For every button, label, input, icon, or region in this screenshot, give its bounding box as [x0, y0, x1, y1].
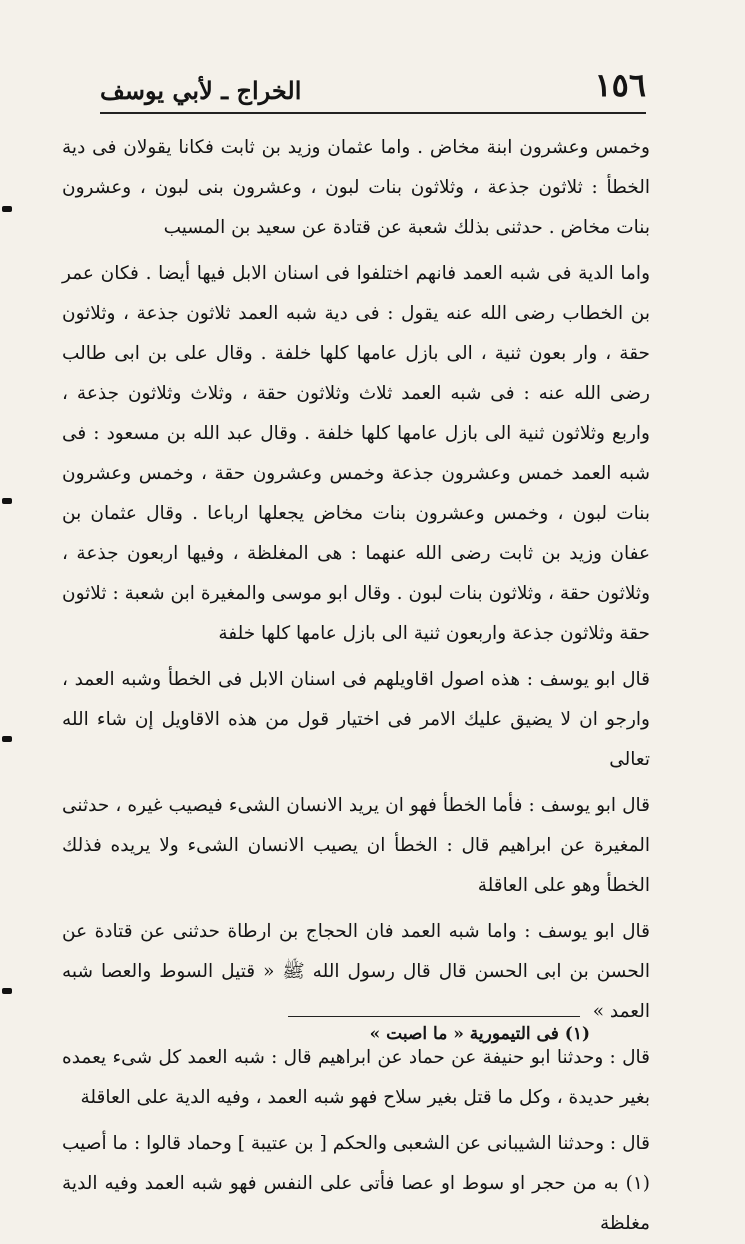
margin-mark	[2, 206, 12, 212]
body-text	[62, 128, 650, 1244]
footnote: (١) فى التيمورية « ما اصبت »	[369, 1024, 590, 1044]
paragraph-3: قال ابو يوسف : هذه اصول اقاويلهم فى اسنان الابل فى الخطأ وشبه العمد ، وارجو ان لا يضيق عليك الامر فى اختيار قول من هذه الاقاويل إن شاء الله تعالى	[62, 669, 650, 770]
paragraph-6: قال : وحدثنا ابو حنيفة عن حماد عن ابراهيم قال : شبه العمد كل شىء يعمده بغير حديدة ، وكل ما قتل بغير سلاح فهو شبه العمد ، وفيه الدية على العاقلة	[62, 1047, 650, 1108]
running-title: الخراج ـ لأبي يوسف	[100, 76, 302, 105]
paragraph-4: قال ابو يوسف : فأما الخطأ فهو ان يريد الانسان الشىء فيصيب غيره ، حدثنى المغيرة عن ابراهيم قال : الخطأ ان يصيب الانسان الشىء ولا يريده فذلك الخطأ وهو على العاقلة	[62, 795, 650, 896]
page-number: ١٥٦	[594, 66, 646, 104]
paragraph-7: قال : وحدثنا الشيبانى عن الشعبى والحكم [ بن عتيبة ] وحماد قالوا : ما أصيب (١) به من حجر او سوط او عصا فأتى على النفس فهو شبه العمد وفيه الدية مغلظة	[62, 1133, 650, 1234]
paragraph-1: وخمس وعشرون ابنة مخاض . واما عثمان وزيد بن ثابت فكانا يقولان فى دية الخطأ : ثلاثون جذعة ، وثلاثون بنات لبون ، وعشرون بنى لبون ، وعشرون بنات مخاض . حدثنى بذلك شعبة عن قتادة عن سعيد بن المسيب	[62, 137, 650, 238]
margin-mark	[2, 988, 12, 994]
paragraph-2: واما الدية فى شبه العمد فانهم اختلفوا فى اسنان الابل فيها أيضا . فكان عمر بن الخطاب رضى الله عنه يقول : فى دية شبه العمد ثلاثون جذعة ، وثلاثون حقة ، وار بعون ثنية ، الى بازل عامها كلها خلفة . وقال على بن ابى طالب رضى الله عنه : فى شبه العمد ثلاث وثلاثون حقة ، وثلاث وثلاثون جذعة ، واربع وثلاثون ثنية الى بازل عامها كلها خلفة . وقال عبد الله بن مسعود : فى شبه العمد خمس وعشرون جذعة وخمس وعشرون حقة ، وخمس وعشرون بنات لبون ، وخمس وعشرون بنات مخاض يجعلها ارباعا . وقال عثمان بن عفان وزيد بن ثابت رضى الله عنهما : هى المغلظة ، وفيها اربعون جذعة ، وثلاثون حقة ، وثلاثون بنات لبون . وقال ابو موسى والمغيرة ابن شعبة : ثلاثون حقة وثلاثون جذعة واربعون ثنية الى بازل عامها كلها خلفة	[62, 263, 650, 644]
paragraph-5: قال ابو يوسف : واما شبه العمد فان الحجاج بن ارطاة حدثنى عن قتادة عن الحسن بن ابى الحسن قال قال رسول الله ﷺ « قتيل السوط والعصا شبه العمد »	[62, 921, 650, 1022]
footnote-divider	[288, 1016, 580, 1017]
margin-mark	[2, 498, 12, 504]
page-header	[100, 62, 646, 114]
margin-mark	[2, 736, 12, 742]
